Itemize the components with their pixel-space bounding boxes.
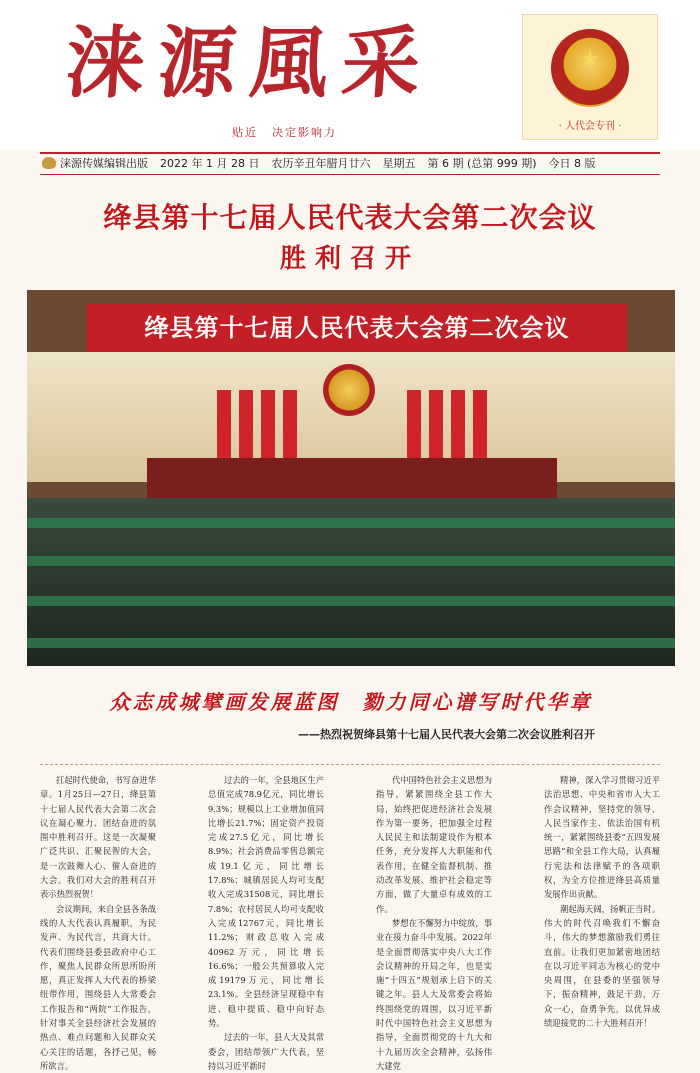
red-flag <box>261 390 275 460</box>
issue-date: 2022 年 1 月 28 日 <box>160 157 260 170</box>
publisher-logo-icon <box>42 157 56 169</box>
paragraph: 梦想在不懈努力中绽放，事业在接力奋斗中发展。2022年是全面贯彻落实中央八大工作会议精神的开局之年，也是实施“十四五”规划承上启下的关键之年。县人大及常委会将始终围绕党的周围，以习近平新时代中国特色社会主义思想为指导，全面贯彻党的十九大和十九届历次全会精神，弘扬伟大建党 <box>376 917 492 1071</box>
headline-line-1: 绛县第十七届人民代表大会第二次会议 <box>103 201 597 234</box>
desk-row <box>27 518 675 528</box>
special-issue-label: · 人代会专刊 · <box>558 121 622 132</box>
special-issue-box <box>522 14 658 140</box>
photo-banner: 绛县第十七届人民代表大会第二次会议 <box>87 304 627 352</box>
presidium-dais <box>147 458 557 498</box>
slogan <box>232 124 351 140</box>
national-emblem-icon: ★ <box>551 29 629 107</box>
red-flag <box>473 390 487 460</box>
slogan-part-1: 贴近 <box>232 126 258 139</box>
editorial-header <box>27 676 675 752</box>
red-flag <box>429 390 443 460</box>
article-body <box>40 764 660 1071</box>
slogan-part-2: 决定影响力 <box>272 126 337 139</box>
editorial-subtitle: ——热烈祝贺绛县第十七届人民代表大会第二次会议胜利召开 <box>298 728 595 741</box>
paragraph: 扛起时代使命，书写奋进华章。1月25日—27日，绛县第十七届人民代表大会第二次会议在凝心聚力、团结奋进的氛围中胜利召开。这是一次凝聚广泛共识、汇聚民智的大会，是一次鼓舞人心、催人奋进的大会。我们对大会的胜利召开表示热烈祝贺！ <box>40 775 156 900</box>
conference-photo <box>27 290 675 666</box>
article-column-1 <box>40 773 156 1073</box>
paragraph: 精神，深入学习贯彻习近平法治思想、中央和省市人大工作会议精神，坚持党的领导、人民当家作主、依法治国有机统一，紧紧围绕县委“五四发展思路”和全县工作大局，认真履行宪法和法律赋予的各项职权，为全方位推进绛县高质量发展作出贡献。 <box>544 775 660 900</box>
article-column-4 <box>544 773 660 1030</box>
headline-line-2: 胜利召开 <box>279 244 420 274</box>
page-count: 今日 8 版 <box>548 157 596 170</box>
paragraph: 潮起海天阔，扬帆正当时。伟大的时代召唤我们不懈奋斗，伟大的梦想激励我们勇往直前。让我们更加紧密地团结在以习近平同志为核心的党中央周围，在县委的坚强领导下，振奋精神，鼓足干劲，万众一心，奋勇争先，以优异成绩迎接党的二十大胜利召开！ <box>544 903 660 1029</box>
desk-row <box>27 638 675 648</box>
paragraph: 过去的一年，县人大及其常委会，团结带领广大代表，坚持以习近平新时 <box>208 1032 324 1071</box>
audience-seating <box>27 498 675 666</box>
issue-number: 第 6 期 (总第 999 期) <box>427 157 537 170</box>
lunar-date: 农历辛丑年腊月廿六 <box>271 157 371 170</box>
weekday: 星期五 <box>382 157 416 170</box>
stage-emblem-icon <box>323 364 375 416</box>
masthead <box>0 0 700 150</box>
red-flag <box>407 390 421 460</box>
desk-row <box>27 596 675 606</box>
paragraph: 代中国特色社会主义思想为指导，紧紧围绕全县工作大局，始终把促进经济社会发展作为第一要务，把加强全过程人民民主和法制建设作为根本任务，充分发挥人大职能和代表作用，在健全监督机制、推动改革发展、维护社会稳定等方面，做了大量卓有成效的工作。 <box>376 775 492 914</box>
red-flag <box>239 390 253 460</box>
article-column-3 <box>376 773 492 1073</box>
red-flag <box>451 390 465 460</box>
red-flag <box>217 390 231 460</box>
article-column-2 <box>208 773 324 1073</box>
newspaper-title: 涞源風采 <box>62 18 438 109</box>
issue-info-bar <box>40 152 660 175</box>
desk-row <box>27 556 675 566</box>
paragraph: 过去的一年，全县地区生产总值完成78.9亿元，同比增长9.3%；规模以上工业增加值同比增长21.7%；固定资产投资完成27.5亿元，同比增长8.9%；社会消费品零售总额完成19.1亿元，同比增长17.8%；城镇居民人均可支配收入完成31508元，同比增长7.8%；农村居民人均可支配收入完成12767元，同比增长11.2%；财政总收入完成40962万元，同比增长16.6%；一般公共预算收入完成19179万元，同比增长23.1%。全县经济呈现稳中有进、稳中提质、稳中向好态势。 <box>208 775 324 1029</box>
red-flag <box>283 390 297 460</box>
editorial-title: 众志成城擘画发展蓝图 勠力同心谱写时代华章 <box>109 690 593 714</box>
paragraph: 会议期间，来自全县各条战线的人大代表认真履职，为民发声、为民代言，共商大计。代表们围绕县委县政府中心工作，聚焦人民群众所思所盼所愿，真正发挥人大代表的桥梁纽带作用，围绕县人大常委会工作报告和“两院”工作报告，针对事关全县经济社会发展的热点、难点问题和人民群众关心关注的话题，各抒己见，畅所欲言。 <box>40 903 156 1071</box>
publisher: 涞源传媒编辑出版 <box>60 157 148 170</box>
